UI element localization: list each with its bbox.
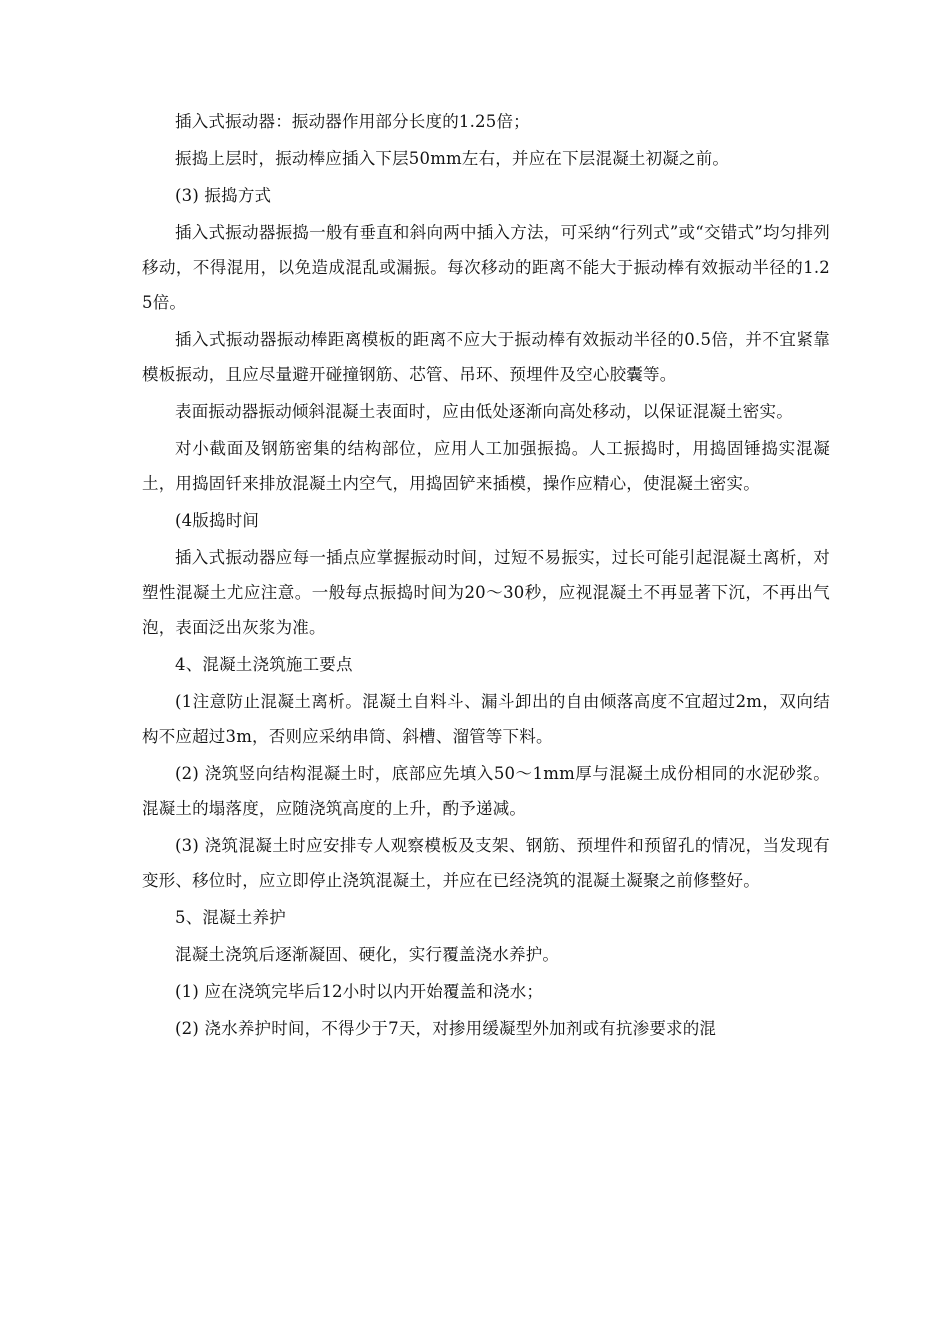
paragraph-formwork-distance: 插入式振动器振动棒距离模板的距离不应大于振动棒有效振动半径的0.5倍，并不宜紧靠模板振动，且应尽量避开碰撞钢筋、芯管、吊环、预埋件及空心胶囊等。 [142, 330, 830, 384]
paragraph-vibrator-length: 插入式振动器：振动器作用部分长度的1.25倍； [175, 112, 530, 131]
paragraph-vibration-duration: 插入式振动器应每一插点应掌握振动时间，过短不易振实，过长可能引起混凝土离析，对塑性混凝土尤应注意。一般每点振捣时间为20〜30秒，应视混凝土不再显著下沉，不再出气泡，表面泛出灰浆为准。 [142, 548, 830, 637]
paragraph-curing-start: (1) 应在浇筑完毕后12小时以内开始覆盖和浇水； [175, 982, 544, 1001]
paragraph-manual-vibration: 对小截面及钢筋密集的结构部位，应用人工加强振捣。人工振捣时，用捣固锤捣实混凝土，用捣固钎来排放混凝土内空气，用捣固铲来插模，操作应精心，使混凝土密实。 [142, 439, 830, 493]
paragraph-insertion-method: 插入式振动器振捣一般有垂直和斜向两中插入方法，可采纳“行列式”或“交错式”均匀排列移动，不得混用，以免造成混乱或漏振。每次移动的距离不能大于振动棒有效振动半径的1.25倍。 [142, 223, 830, 312]
paragraph-surface-vibrator: 表面振动器振动倾斜混凝土表面时，应由低处逐渐向高处移动，以保证混凝土密实。 [175, 402, 793, 421]
heading-pouring-points: 4、混凝土浇筑施工要点 [175, 655, 353, 674]
heading-vibration-method: (3) 振捣方式 [175, 186, 272, 205]
paragraph-prevent-segregation: (1注意防止混凝土离析。混凝土自料斗、漏斗卸出的自由倾落高度不宜超过2m，双向结构不应超过3m，否则应采纳串筒、斜槽、溜管等下料。 [142, 692, 830, 746]
paragraph-curing-intro: 混凝土浇筑后逐渐凝固、硬化，实行覆盖浇水养护。 [175, 945, 560, 964]
paragraph-vertical-structure: (2) 浇筑竖向结构混凝土时，底部应先填入50〜1mm厚与混凝土成份相同的水泥砂浆。混凝土的塌落度，应随浇筑高度的上升，酌予递减。 [142, 764, 830, 818]
paragraph-observe-formwork: (3) 浇筑混凝土时应安排专人观察模板及支架、钢筋、预埋件和预留孔的情况，当发现有变形、移位时，应立即停止浇筑混凝土，并应在已经浇筑的混凝土凝聚之前修整好。 [142, 836, 830, 890]
heading-curing: 5、混凝土养护 [175, 908, 286, 927]
heading-vibration-time: (4版捣时间 [175, 511, 260, 530]
paragraph-upper-layer: 振捣上层时，振动棒应插入下层50mm左右，并应在下层混凝土初凝之前。 [175, 149, 730, 168]
document-body [142, 104, 830, 1048]
paragraph-curing-duration: (2) 浇水养护时间，不得少于7天，对掺用缓凝型外加剂或有抗渗要求的混 [175, 1019, 717, 1038]
